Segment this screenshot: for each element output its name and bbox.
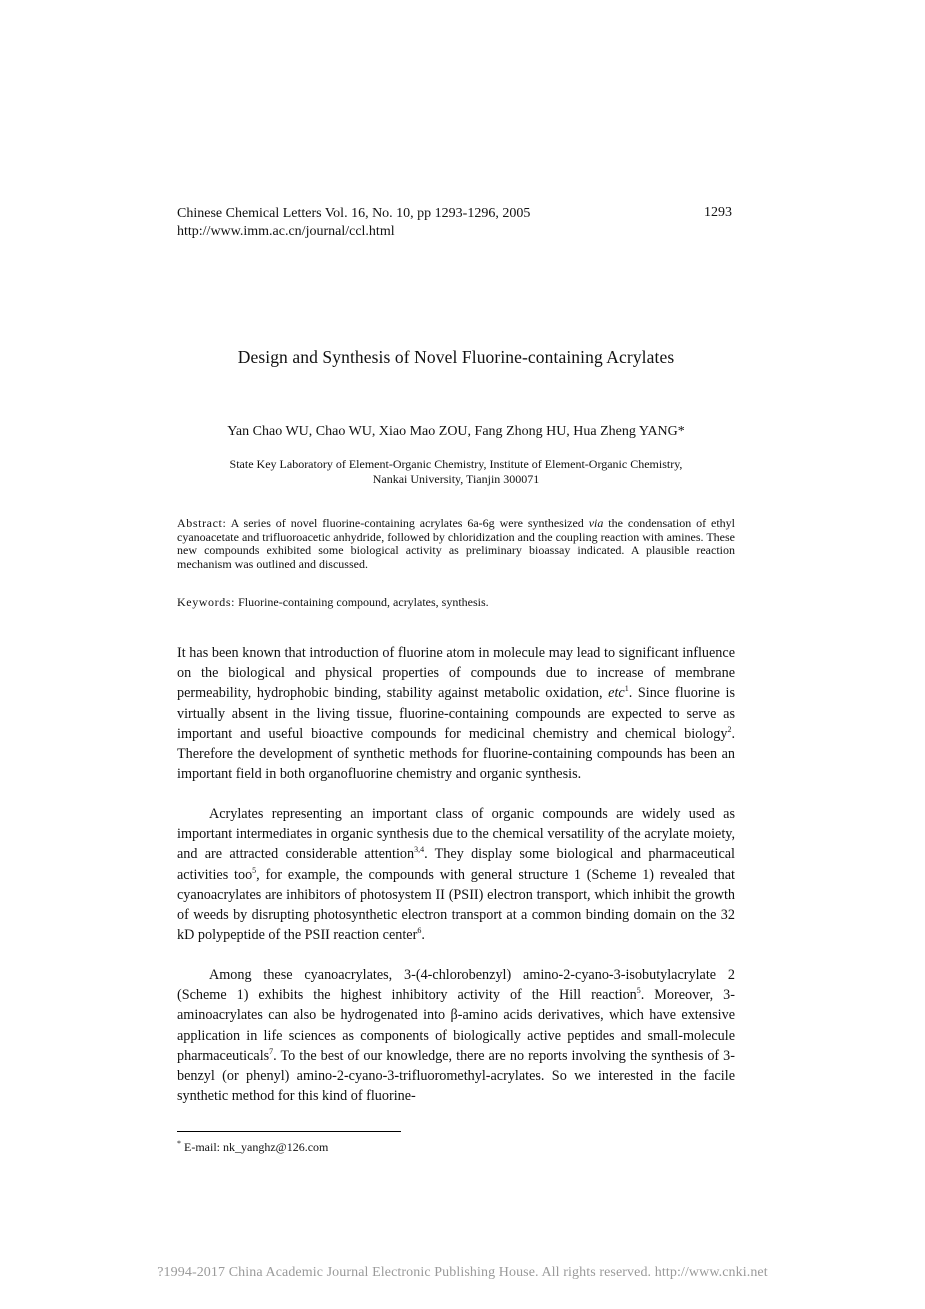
abstract-text: A series of novel fluorine-containing acrylates 6a-6g were synthesized xyxy=(226,516,589,530)
p1-text-3: . Therefore the development of synthetic methods for fluorine-containing compounds has been an important field in both organofluorine chemistry and organic synthesis. xyxy=(177,725,735,783)
p2-text: Acrylates representing an important class of organic compounds are widely used as important intermediates in organic synthesis due to the chemical versatility of the acrylate moiety, and are attracted considerable attention xyxy=(177,806,735,863)
journal-citation: Chinese Chemical Letters Vol. 16, No. 10, pp 1293-1296, 2005 xyxy=(177,206,531,221)
keywords xyxy=(177,596,735,610)
body-paragraph-3 xyxy=(177,965,735,1106)
citation-ref: 2 xyxy=(727,724,732,734)
abstract xyxy=(177,517,735,571)
p2-text-4: . xyxy=(421,927,425,944)
citation-ref: 1 xyxy=(624,684,629,694)
abstract-text-cont: the condensation of ethyl cyanoacetate and trifluoroacetic anhydride, followed by chloridization and the coupling reaction with amines. These new compounds exhibited some biological activity as preliminary bioassay indicated. A plausible reaction mechanism was outlined and discussed. xyxy=(177,516,736,571)
keywords-label: Keywords: xyxy=(177,595,236,609)
abstract-label: Abstract: xyxy=(177,516,227,530)
p1-etc: etc xyxy=(608,685,625,702)
author-list: Yan Chao WU, Chao WU, Xiao Mao ZOU, Fang Zhong HU, Hua Zheng YANG* xyxy=(227,424,685,439)
footnote-mark: * xyxy=(177,1139,181,1148)
journal-url[interactable]: http://www.imm.ac.cn/journal/ccl.html xyxy=(177,224,395,239)
citation-ref: 7 xyxy=(269,1046,274,1056)
citation-ref: 3,4 xyxy=(414,845,425,855)
copyright-watermark: ?1994-2017 China Academic Journal Electronic Publishing House. All rights reserved. http://www.cnki.net xyxy=(157,1265,768,1280)
page-number: 1293 xyxy=(704,205,732,220)
p3-text-2: . Moreover, 3-aminoacrylates can also be hydrogenated into β-amino acids derivatives, which have extensive application in life sciences as components of biologically active peptides and small-molecule pharmaceuticals xyxy=(177,987,735,1064)
p3-text: Among these cyanoacrylates, 3-(4-chlorobenzyl) amino-2-cyano-3-isobutylacrylate 2 (Scheme 1) exhibits the highest inhibitory activity of the Hill reaction xyxy=(177,967,735,1004)
abstract-via: via xyxy=(588,516,604,530)
p1-text-2: . Since fluorine is virtually absent in the living tissue, fluorine-containing compounds are expected to serve as important and useful bioactive compounds for medicinal chemistry and chemical biology xyxy=(177,685,735,742)
p1-text: It has been known that introduction of fluorine atom in molecule may lead to significant influence on the biological and physical properties of compounds due to increase of membrane permeability, hydrophobic binding, stability against metabolic oxidation, xyxy=(177,645,735,702)
keywords-text: Fluorine-containing compound, acrylates, synthesis. xyxy=(235,595,489,609)
p3-text-3: . To the best of our knowledge, there are no reports involving the synthesis of 3-benzyl (or phenyl) amino-2-cyano-3-trifluoromethyl-acrylates. So we interested in the facile synthetic method for this kind of fluorine- xyxy=(177,1047,735,1105)
footnote-email: E-mail: nk_yanghz@126.com xyxy=(181,1140,329,1154)
p2-text-3: , for example, the compounds with general structure 1 (Scheme 1) revealed that cyanoacrylates are inhibitors of photosystem II (PSII) electron transport, which inhibit the growth of weeds by disrupting photosynthetic electron transport at a common binding domain on the 32 kD polypeptide of the PSII reaction center xyxy=(177,866,735,944)
citation-ref: 5 xyxy=(636,986,641,996)
p2-text-2: . They display some biological and pharmaceutical activities too xyxy=(177,846,735,883)
affiliation-line-1: State Key Laboratory of Element-Organic Chemistry, Institute of Element-Organic Chemistry, xyxy=(229,457,683,471)
paper-title: Design and Synthesis of Novel Fluorine-containing Acrylates xyxy=(237,347,675,367)
footnote xyxy=(177,1140,328,1155)
body-paragraph-2 xyxy=(177,804,735,945)
footnote-divider xyxy=(177,1131,401,1132)
citation-ref: 5 xyxy=(252,865,257,875)
body-paragraph-1 xyxy=(177,643,735,784)
citation-ref: 6 xyxy=(417,926,422,936)
affiliation-line-2: Nankai University, Tianjin 300071 xyxy=(372,472,540,486)
